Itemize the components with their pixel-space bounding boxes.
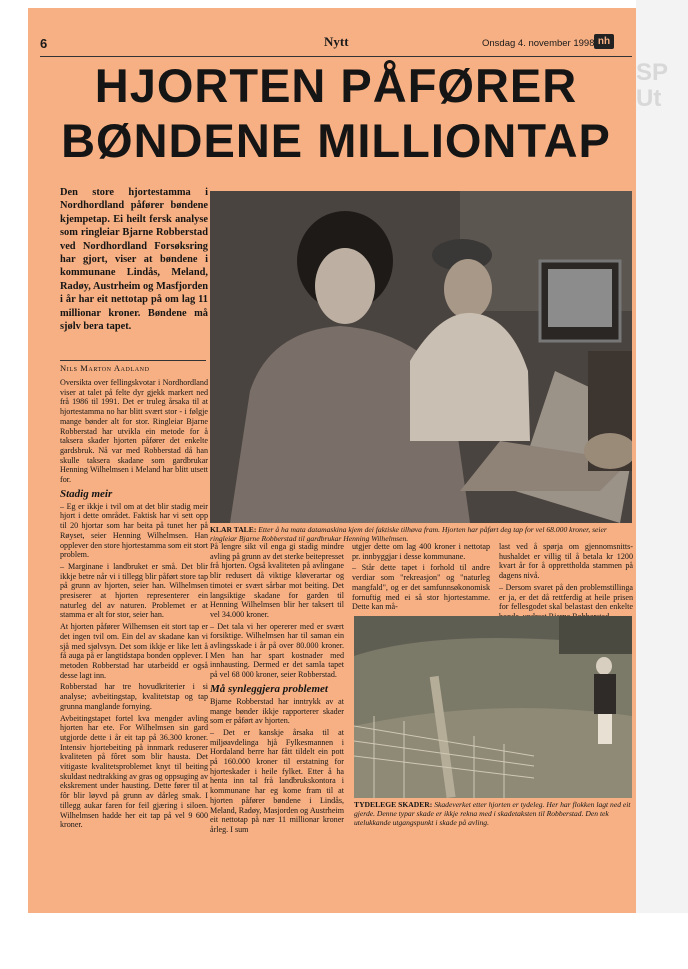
photo-farmers-with-laptop xyxy=(210,191,632,523)
paragraph: Bjarne Robberstad har inntrykk av at mange bønder ikkje rapporterer skader som er påført av hjorten. xyxy=(210,696,344,726)
paragraph: På lengre sikt vil enga gi stadig mindre avling på grunn av det sterke beitepresset frå hjorten. Også kvaliteten på avlingane blir redusert då viktige kløverartar og timotei er svært sårbar mot beiting. Det langsiktige skadane for garden til Henning Wilhelmsen blir her taksert til vel 34.000 kroner. xyxy=(210,542,344,619)
photo-illustration xyxy=(354,616,632,798)
scan-margin-left xyxy=(0,0,28,969)
header-rule xyxy=(40,56,632,57)
issue-date: Onsdag 4. november 1998 xyxy=(482,38,595,49)
bleed-line-2: Ut xyxy=(636,85,662,112)
photo2-caption xyxy=(354,800,632,827)
paragraph: – Det er kanskje årsaka til at miljøavdelinga hjå Fylkesmannen i Hordaland berre har fått tildelt ein pott på 160.000 kroner til erstatning for hjorteskader i heile fylket. Etter å ha henta inn tal frå landbrukskontora i kommunane har eg kome fram til at hjorten påfører bøndene i Lindås, Meland, Radøy, Masjorden og Austrheim eit nettotap på nær 11 millionar kroner årleg. I sum xyxy=(210,727,344,834)
caption-label: KLAR TALE: xyxy=(210,525,257,534)
page-header xyxy=(28,34,636,58)
newspaper-page xyxy=(28,8,636,913)
caption-text: Skadeverket etter hjorten er tydeleg. Her har flokken lagt ned eit gjerde. Denne typar skade er ikkje rekna med i skadetaksten til Robberstad. Den tek utelukkande utgangspunkt i skade på avling. xyxy=(354,800,631,827)
paragraph: – Dersom svaret på den problemstillinga er ja, er det då rettferdig at heile prisen for fellesgodet skal belastast den enkelte xyxy=(499,582,633,612)
page-number: 6 xyxy=(40,36,48,51)
article-column-1 xyxy=(60,378,208,832)
article-column-3 xyxy=(352,542,490,614)
caption-text: Etter å ha mata datamaskina kjem dei faktiske tilhøva fram. Hjorten har påført deg tap for vel 68.000 kroner, seier ringleiar Bjarne Robberstad til gardbrukar Henning Wilhelmsen. xyxy=(210,525,607,543)
headline-line-2: BØNDENE MILLIONTAP xyxy=(61,114,611,167)
article-column-4 xyxy=(499,542,633,624)
headline-line-1: HJORTEN PÅFØRER xyxy=(94,59,578,112)
lead-paragraph: Den store hjortestamma i Nordhordland påfører bøndene kjempetap. Ei heilt fersk analyse som ringleiar Bjarne Robberstad ved Nordhordland Forsøksring har gjort, viser at bøndene i kommunane Lindås, Meland, Radøy, Austrheim og Masfjorden i år har eit nettotap på om lag 11 millionar kroner. Bøndene må sjølv bera tapet. xyxy=(60,187,208,333)
article-column-2 xyxy=(210,542,344,837)
paragraph: Robberstad har tre hovudkriterier i si analyse; avbeitingstap, kvalitetstap og tap grunna manglande fornying. xyxy=(60,682,208,711)
paragraph: Oversikta over fellingskvotar i Nordhordland viser at talet på felte dyr gjekk markert ned frå 1986 til 1991. Det er truleg årsaka til at hjortestamma no har blitt svært stor - i følgje mange bønder alt for stor. Ringleiar Bjarne Robberstad har utvikla ein metode for å taksera skader hjorten påfører det enkelte gardsbruk. Nå var med Robberstad då han skulle taksera skadane som gardbrukar Henning Wilhelmsen i Meland har blitt utsett for. xyxy=(60,378,208,485)
paragraph: utgjer dette om lag 400 kroner i nettotap pr. innbyggjar i desse kommunane. xyxy=(352,542,490,561)
paragraph: – Marginane i landbruket er små. Det blir ikkje betre når vi i tillegg blir påført store tap på grunn av hjorten, seier han. Wilhelmsen presiserer at hjorten representerer ein naturleg del av naturen. Problemet er at stamma er alt for stor, seier han. xyxy=(60,561,208,620)
photo1-caption xyxy=(210,525,632,543)
paragraph: last ved å spørja om gjennomsnitts-hushaldet er villig til å betala kr 1200 kvart år for å opprettholda stammen på dagens nivå. xyxy=(499,542,633,581)
photo-broken-fence xyxy=(354,616,632,798)
byline: Nils Marton Aadland xyxy=(60,363,150,373)
paper-name: Nytt xyxy=(324,34,349,49)
subheading: Må synleggjera problemet xyxy=(210,682,328,695)
byline-rule xyxy=(60,360,206,361)
headline xyxy=(40,58,632,168)
bleed-line-1: SP xyxy=(636,59,669,86)
caption-label: TYDELEGE SKADER: xyxy=(354,800,433,809)
subheading: Stadig meir xyxy=(60,487,113,500)
paragraph: – Det tala vi her opererer med er svært forsiktige. Wilhelmsen har til saman ein avlingsskade i år på over 80.000 kroner. Men han har spart kostnader med innhausting. Dermed er det samla tapet på vel 68 000 kroner, seier Robberstad. xyxy=(210,621,344,680)
scan-margin-right xyxy=(636,0,688,969)
paper-logo: nh xyxy=(594,34,614,49)
scan-margin-bottom xyxy=(0,913,688,969)
photo-illustration xyxy=(210,191,632,523)
paragraph: At hjorten påfører Wilhemsen eit stort tap er det ingen tvil om. Ein del av skadane kan vi sjå med sjølvsyn. Det som ikkje er like lett å få auga på er langtidstapa bonden opplever. I metoden Robberstad har utarbeidd er også desse lagt inn. xyxy=(60,622,208,680)
paragraph: Avbeitingstapet fortel kva mengder avling hjorten har ete. For Wilhelmsen sin gard utgjorde dette i år eit tap på 36.300 kroner. Intensiv hjortebeiting på innmark reduserer kvaliteten på fôret som blir hausta. Det vitigaste kvalitetsproblemet knyt til beiting skuldast nedtrakking av gras og oppsuging av ekskrement under hausting. Dette fører til at fôr blir løyvd på grunn av dårleg smak. I tillegg aukar faren for feil gjæring i siloen. Wilhelmsen hadde her eit tap på vel 9 600 kroner. xyxy=(60,713,208,830)
paragraph: – Eg er ikkje i tvil om at det blir stadig meir hjort i dette området. Faktisk har vi sett opp til 20 hjortar som har beita på tunet her på Røyset, seier Henning Wilhelmsen. Han opplever den store hjortestamma som eit stort problem. xyxy=(60,501,208,560)
paragraph: – Står dette tapet i forhold til andre verdiar som "rekreasjon" og "naturleg mangfald", og er det samfunnsøkonomisk fornuftig med ei så stor hjortestamme. Dette kan må- xyxy=(352,563,490,612)
bleed-through-text xyxy=(636,60,668,112)
